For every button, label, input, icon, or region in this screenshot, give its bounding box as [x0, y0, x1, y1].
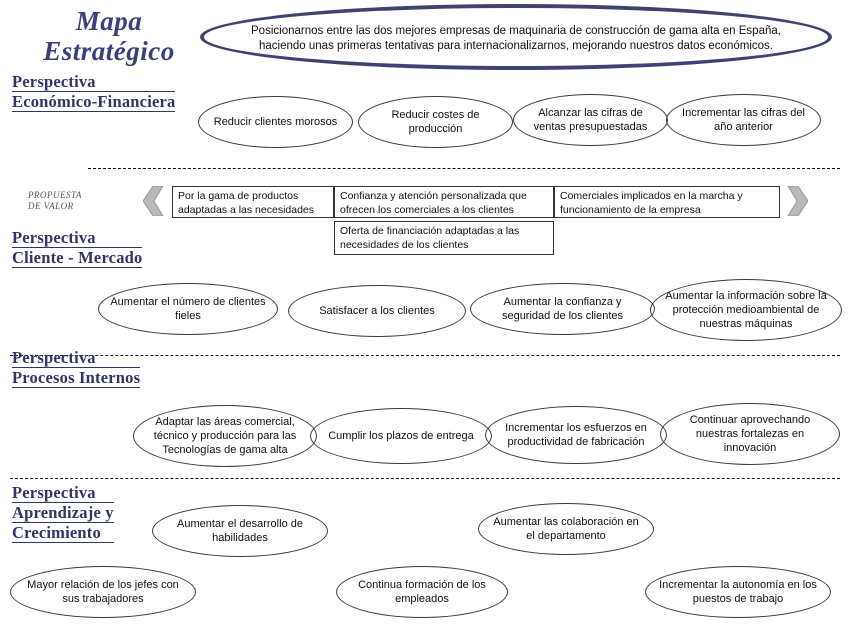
- perspective-label-financiera: [12, 72, 175, 112]
- objective-oval: Cumplir los plazos de entrega: [310, 408, 492, 464]
- divider-procesos-aprendizaje: [10, 478, 840, 479]
- objective-oval: Mayor relación de los jefes con sus trabajadores: [10, 566, 196, 618]
- objective-oval: Continua formación de los empleados: [336, 566, 508, 618]
- perspective-label-cliente: [12, 228, 142, 268]
- perspective-financiera-line2: Económico-Financiera: [12, 92, 176, 111]
- vision-statement: Posicionarnos entre las dos mejores empresas de maquinaria de construcción de gama alta en España, haciendo unas primeras tentativas para internacionalizarnos, mejorando nuestros datos económicos.: [251, 25, 781, 52]
- value-proposition-box: Por la gama de productos adaptadas a las necesidades: [172, 186, 334, 218]
- objective-oval: Adaptar las áreas comercial, técnico y producción para las Tecnologías de gama alta: [133, 405, 317, 467]
- objective-oval: Aumentar la información sobre la protección medioambiental de nuestras máquinas: [650, 279, 842, 341]
- objective-oval: Incrementar los esfuerzos en productividad de fabricación: [485, 406, 667, 464]
- perspective-procesos-line1: Perspectiva: [12, 348, 140, 368]
- objective-oval: Reducir clientes morosos: [198, 96, 353, 148]
- objective-oval: Aumentar las colaboración en el departamento: [478, 503, 654, 555]
- page-title-line2: Estratégico: [43, 36, 175, 66]
- perspective-label-procesos: [12, 348, 140, 388]
- chevron-left-icon: [143, 186, 165, 216]
- objective-oval: Incrementar las cifras del año anterior: [666, 94, 821, 146]
- perspective-cliente-line2: Cliente - Mercado: [12, 248, 143, 267]
- value-proposition-box: Confianza y atención personalizada que ofrecen los comerciales a los clientes: [334, 186, 554, 218]
- chevron-right-icon: [786, 186, 808, 216]
- perspective-procesos-line2: Procesos Internos: [12, 368, 141, 387]
- objective-oval: Reducir costes de producción: [358, 96, 513, 148]
- objective-oval: Alcanzar las cifras de ventas presupuestadas: [513, 94, 668, 146]
- value-proposition-box: Comerciales implicados en la marcha y funcionamiento de la empresa: [554, 186, 780, 218]
- value-proposition-label: [28, 190, 108, 212]
- perspective-cliente-line1: Perspectiva: [12, 228, 142, 248]
- objective-oval: Aumentar el número de clientes fieles: [98, 283, 278, 335]
- objective-oval: Aumentar el desarrollo de habilidades: [152, 505, 328, 557]
- value-proposition-box: Oferta de financiación adaptadas a las necesidades de los clientes: [334, 221, 554, 255]
- page-title-line1: Mapa: [75, 6, 143, 36]
- objective-oval: Satisfacer a los clientes: [288, 285, 466, 337]
- objective-oval: Continuar aprovechando nuestras fortalezas en innovación: [660, 403, 840, 465]
- page-title: [14, 6, 204, 66]
- perspective-aprendizaje-line1: Perspectiva: [12, 483, 114, 503]
- perspective-aprendizaje-line3: Crecimiento: [12, 523, 114, 543]
- perspective-financiera-line1: Perspectiva: [12, 72, 175, 92]
- perspective-label-aprendizaje: [12, 483, 114, 543]
- divider-financiera-cliente: [88, 168, 840, 169]
- objective-oval: Incrementar la autonomía en los puestos de trabajo: [645, 566, 831, 618]
- objective-oval: Aumentar la confianza y seguridad de los clientes: [470, 283, 655, 335]
- perspective-aprendizaje-line2: Aprendizaje y: [12, 503, 114, 522]
- value-proposition-label-line2: DE VALOR: [28, 201, 74, 211]
- value-proposition-label-line1: PROPUESTA: [28, 190, 82, 200]
